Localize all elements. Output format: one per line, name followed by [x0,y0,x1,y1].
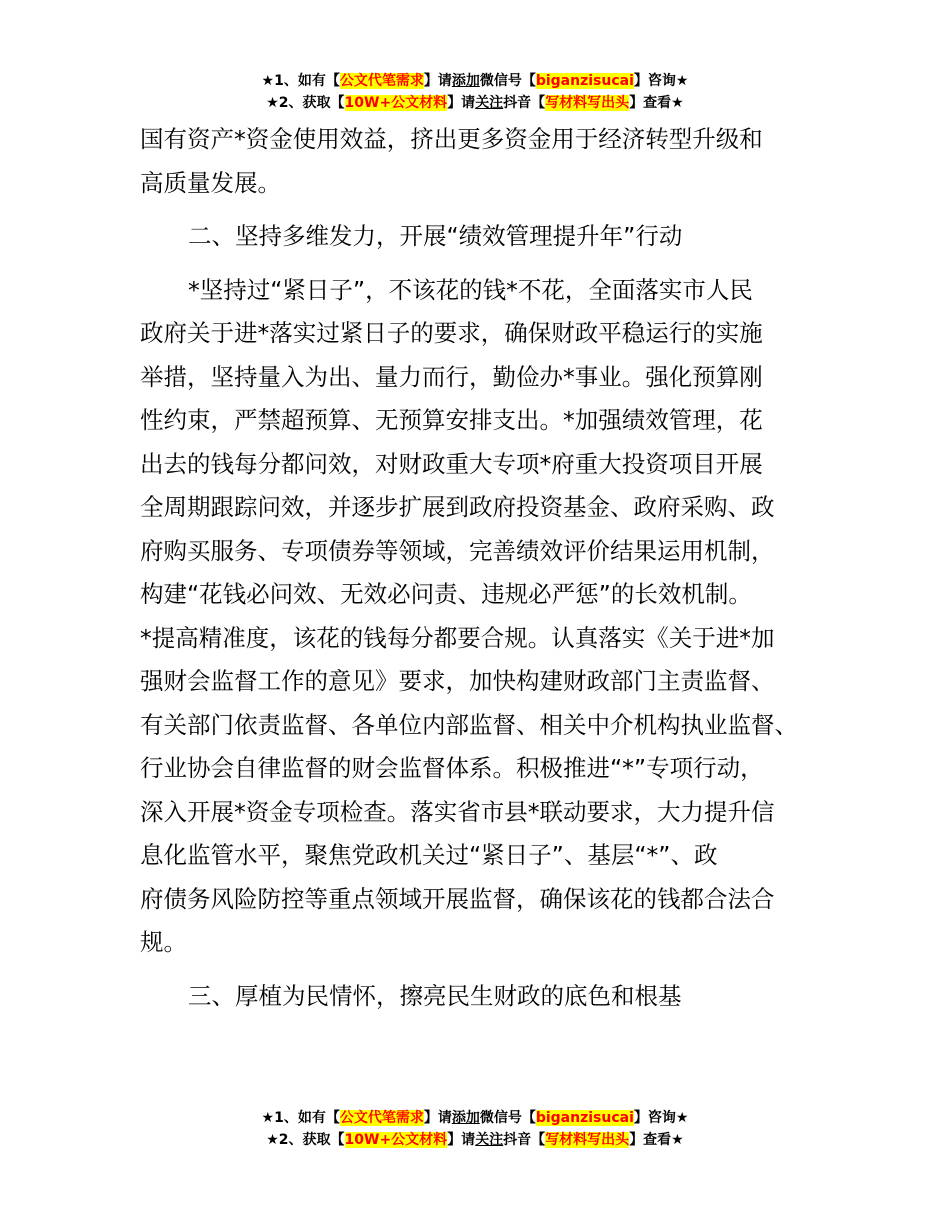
banner-line-1 [0,70,950,92]
text-line: 全周期跟踪问效，并逐步扩展到政府投资基金、政府采购、政 [140,493,775,521]
banner-text: 抖音【 [503,95,546,111]
banner-text: ★2、获取【 [266,1132,345,1148]
text-line: 举措，坚持量入为出、量力而行，勤俭办*事业。强化预算刚 [140,362,763,391]
banner-text: 】查看★ [629,95,684,111]
section-heading-3: 三、厚植为民情怀，擦亮民生财政的底色和根基 [188,981,682,1010]
banner-text: 抖音【 [503,1132,546,1148]
banner-text: 】查看★ [629,1132,684,1148]
banner-highlight: biganzisucai [535,1110,634,1126]
banner-text: 微信号【 [479,73,536,89]
banner-line-2 [0,1129,950,1151]
banner-text: ★1、如有【 [261,73,340,89]
text-line: 强财会监督工作的意见》要求，加快构建财政部门主责监督、 [140,667,775,695]
text-line: 有关部门依责监督、各单位内部监督、相关中介机构执业监督、 [140,710,798,739]
text-line: 息化监管水平，聚焦党政机关过“紧日子”、基层“*”、政 [140,841,718,869]
banner-text: ★2、获取【 [266,95,345,111]
banner-highlight: 公文代笔需求 [339,1110,424,1126]
text-line: 构建“花钱必问效、无效必问责、违规必严惩”的长效机制。 [140,580,752,608]
banner-underlined: 关注 [475,1132,504,1148]
banner-underlined: 添加 [451,1110,480,1126]
banner-line-1 [0,1107,950,1129]
text-line: 高质量发展。 [140,168,281,197]
banner-text: 】请 [423,73,452,89]
banner-highlight: 写材料写出头 [545,95,630,111]
text-line: 出去的钱每分都问效，对财政重大专项*府重大投资项目开展 [140,449,763,478]
banner-text: 】请 [447,1132,476,1148]
banner-highlight: 公文代笔需求 [339,73,424,89]
banner-text: 】咨询★ [633,1110,689,1126]
banner-text: 微信号【 [479,1110,536,1126]
text-line: 性约束，严禁超预算、无预算安排支出。*加强绩效管理，花 [140,406,763,434]
banner-underlined: 添加 [451,73,480,89]
banner-text: 】请 [423,1110,452,1126]
text-line: 行业协会自律监督的财会监督体系。积极推进“*”专项行动， [140,754,764,782]
footer-banner [0,1107,950,1151]
paragraph-2 [140,269,820,965]
section-heading-2: 二、坚持多维发力，开展“绩效管理提升年”行动 [188,222,683,250]
text-line: *坚持过“紧日子”，不该花的钱*不花，全面落实市人民 [188,275,753,304]
banner-text: 】请 [447,95,476,111]
text-line: 府债务风险防控等重点领域开展监督，确保该花的钱都合法合 [140,884,775,913]
text-line: 府购买服务、专项债券等领域，完善绩效评价结果运用机制， [140,536,775,565]
banner-highlight: 写材料写出头 [545,1132,630,1148]
banner-highlight: 10W+公文材料 [344,95,448,111]
banner-line-2 [0,92,950,114]
banner-highlight: 10W+公文材料 [344,1132,448,1148]
document-body [140,118,820,1018]
paragraph-1 [140,118,820,205]
banner-text: ★1、如有【 [261,1110,340,1126]
text-line: 规。 [140,928,187,956]
text-line: 国有资产*资金使用效益，挤出更多资金用于经济转型升级和 [140,125,763,153]
header-banner [0,70,950,114]
text-line: 政府关于进*落实过紧日子的要求，确保财政平稳运行的实施 [140,319,763,347]
text-line: 深入开展*资金专项检查。落实省市县*联动要求，大力提升信 [140,797,775,826]
text-line: *提高精准度，该花的钱每分都要合规。认真落实《关于进*加 [140,623,775,652]
banner-text: 】咨询★ [633,73,689,89]
banner-underlined: 关注 [475,95,504,111]
banner-highlight: biganzisucai [535,73,634,89]
